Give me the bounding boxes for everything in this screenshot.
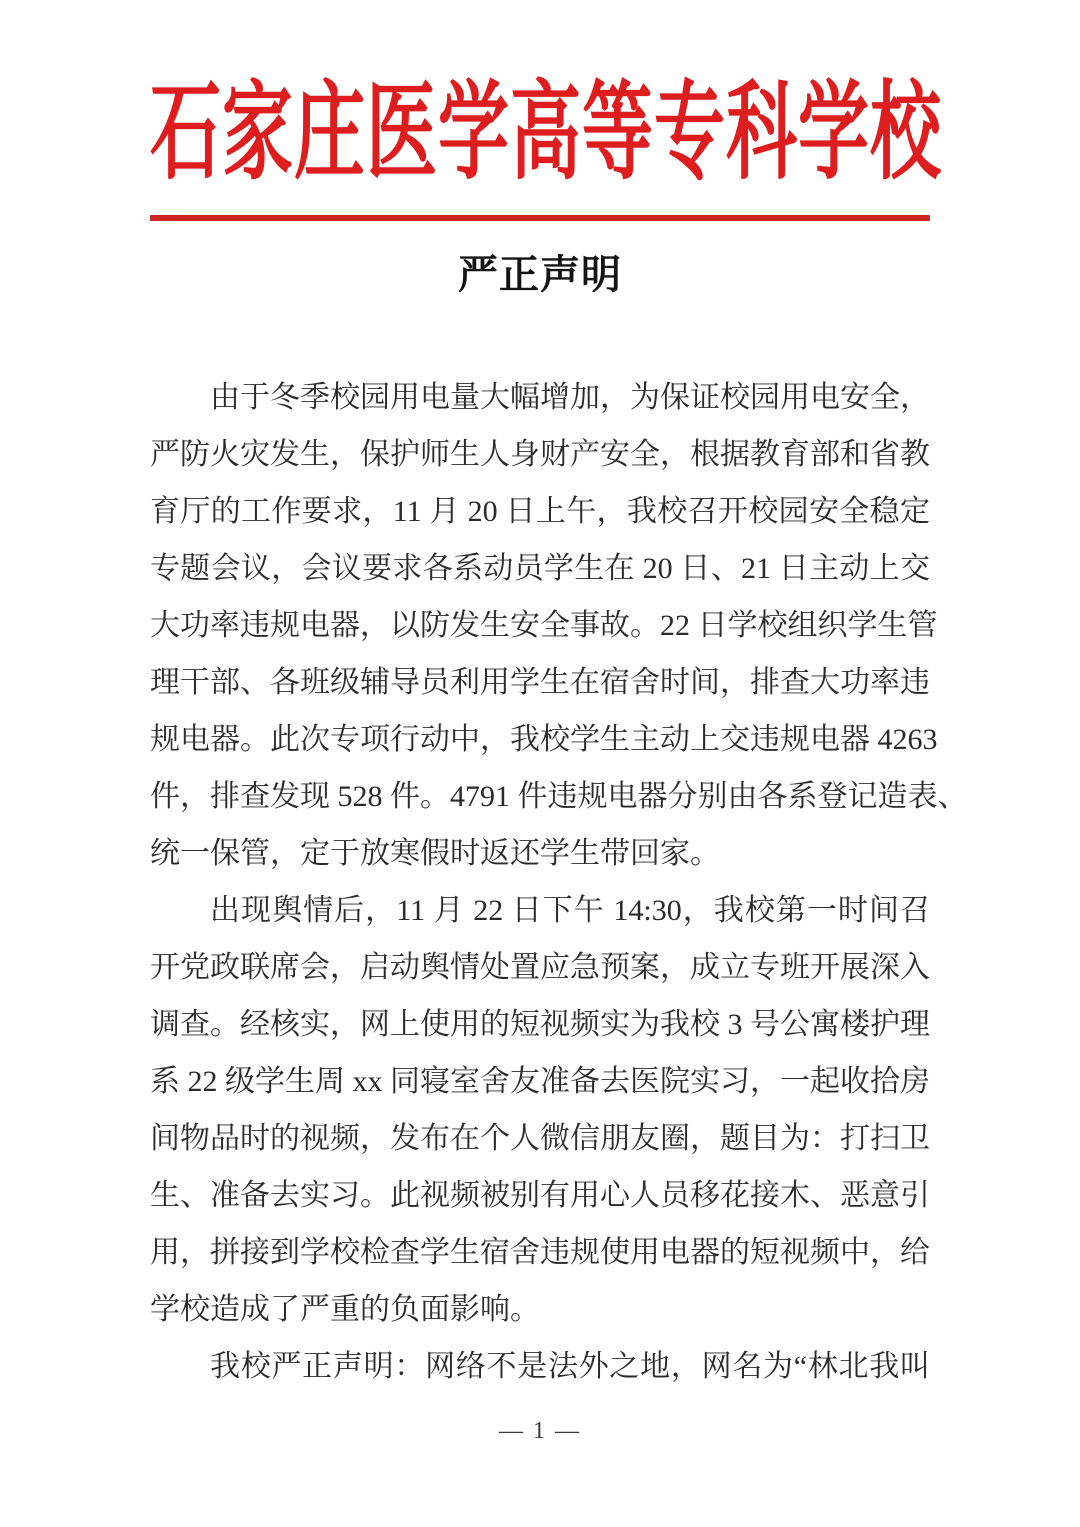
- body-line: 严防火灾发生，保护师生人身财产安全，根据教育部和省教: [150, 438, 930, 471]
- body-line: 专题会议，会议要求各系动员学生在 20 日、21 日主动上交: [150, 552, 930, 585]
- body-line: 调查。经核实，网上使用的短视频实为我校 3 号公寓楼护理: [150, 1008, 930, 1041]
- body-line: 育厅的工作要求，11 月 20 日上午，我校召开校园安全稳定: [150, 495, 930, 528]
- letterhead-title: [150, 0, 943, 193]
- body-line: 规电器。此次专项行动中，我校学生主动上交违规电器 4263: [150, 723, 938, 756]
- body-line: 学校造成了严重的负面影响。: [150, 1293, 540, 1326]
- document-body: [150, 369, 968, 1395]
- body-line: 理干部、各班级辅导员利用学生在宿舍时间，排查大功率违: [150, 666, 930, 699]
- body-line: 间物品时的视频，发布在个人微信朋友圈，题目为：打扫卫: [150, 1122, 930, 1155]
- body-line: 出现舆情后，11 月 22 日下午 14:30，我校第一时间召: [210, 894, 930, 927]
- body-line: 生、准备去实习。此视频被别有用心人员移花接木、恶意引: [150, 1179, 930, 1212]
- body-line: 统一保管，定于放寒假时返还学生带回家。: [150, 837, 720, 870]
- letterhead: [150, 0, 943, 221]
- body-line: 由于冬季校园用电量大幅增加，为保证校园用电安全，: [210, 381, 930, 414]
- body-line: 开党政联席会，启动舆情处置应急预案，成立专班开展深入: [150, 951, 930, 984]
- document-title: 严正声明: [458, 252, 622, 297]
- body-line: 我校严正声明：网络不是法外之地，网名为“林北我叫: [210, 1350, 930, 1383]
- body-line: 用，拼接到学校检查学生宿舍违规使用电器的短视频中，给: [150, 1236, 930, 1269]
- body-line: 系 22 级学生周 xx 同寝室舍友准备去医院实习，一起收拾房: [150, 1065, 930, 1098]
- page-number: — 1 —: [499, 1418, 581, 1444]
- body-line: 大功率违规电器，以防发生安全事故。22 日学校组织学生管: [150, 609, 938, 642]
- letterhead-title-text: 石家庄医学高等专科学校: [150, 75, 943, 193]
- letterhead-divider-rule: [150, 215, 930, 221]
- body-line: 件，排查发现 528 件。4791 件违规电器分别由各系登记造表、: [150, 780, 968, 813]
